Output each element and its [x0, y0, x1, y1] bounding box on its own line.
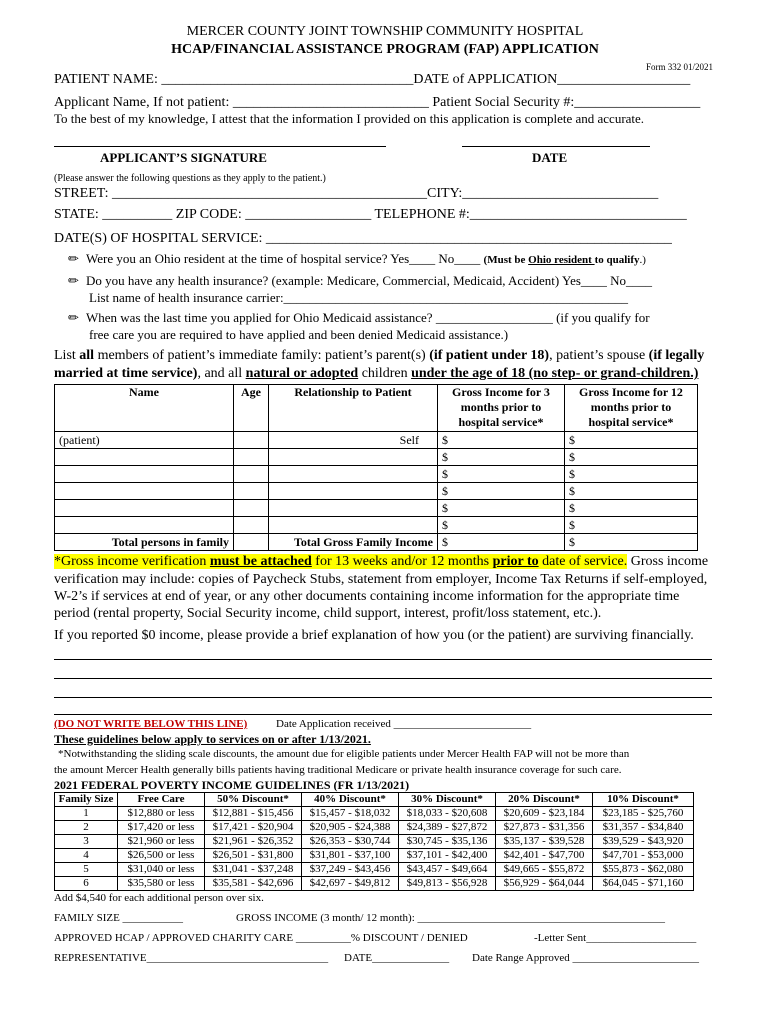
zero-income-prompt: If you reported $0 income, please provide a brief explanation of how you (or the patient) are surviving financially.	[54, 628, 694, 643]
guidelines-notice: These guidelines below apply to services on or after 1/13/2021.	[54, 732, 371, 746]
col-income-3mo: Gross Income for 3 months prior to hospital service*	[438, 385, 565, 432]
verification-line2: verification may include: copies of Paycheck Stubs, statement from employer, Income Tax Returns if self-employed,	[54, 572, 708, 587]
signature-line[interactable]	[54, 146, 386, 147]
signature-label: APPLICANT’S SIGNATURE	[100, 150, 267, 165]
attestation: To the best of my knowledge, I attest that the information I provided on this application is complete and accurate.	[54, 111, 645, 126]
table-row: 5 $31,040 or less $31,041 - $37,248 $37,249 - $43,456 $43,457 - $49,664 $49,665 - $55,872 $55,873 - $62,080	[55, 863, 694, 877]
date-label: DATE	[532, 150, 568, 165]
total-persons-label: Total persons in family	[55, 534, 234, 551]
service-dates-field[interactable]: DATE(S) OF HOSPITAL SERVICE: __________________________________________________________	[54, 231, 672, 246]
patient-name-field[interactable]: PATIENT NAME: ____________________________________DATE of APPLICATION___________________	[54, 72, 691, 87]
members-instructions-line2: married at time service), and all natural or adopted children under the age of 18 (no step- or grand-children.)	[54, 366, 699, 381]
instructions: (Please answer the following questions as they apply to the patient.)	[54, 173, 326, 184]
explanation-line[interactable]	[54, 714, 712, 715]
question-medicaid[interactable]: ✏ When was the last time you applied for Ohio Medicaid assistance? __________________ (if you qualify for	[68, 310, 650, 325]
insurance-carrier-field[interactable]: List name of health insurance carrier:_____________________________________________________	[89, 290, 629, 305]
approval-field[interactable]: APPROVED HCAP / APPROVED CHARITY CARE __________% DISCOUNT / DENIED	[54, 932, 468, 944]
question-insurance[interactable]: ✏ Do you have any health insurance? (example: Medicare, Commercial, Medicaid, Accident) Yes____ No____	[68, 273, 653, 288]
col-income-12mo: Gross Income for 12 months prior to hospital service*	[565, 385, 698, 432]
gross-income-field[interactable]: GROSS INCOME (3 month/ 12 month): _____________________________________________	[236, 912, 666, 924]
family-members-table	[54, 384, 698, 551]
col-relationship: Relationship to Patient	[269, 385, 438, 432]
applicant-name-field[interactable]: Applicant Name, If not patient: ____________________________ Patient Social Security #:__________________	[54, 95, 701, 110]
form-number: Form 332 01/2021	[646, 62, 714, 72]
family-size-field[interactable]: FAMILY SIZE ___________	[54, 912, 184, 924]
explanation-line[interactable]	[54, 659, 712, 660]
question-ohio-resident[interactable]: ✏ Were you an Ohio resident at the time of hospital service? Yes____ No____ (Must be Ohio resident to qualify.)	[68, 251, 646, 266]
verification-line3: W-2’s if services at end of year, or any other documents containing income information for the appropriate time	[54, 589, 680, 604]
pencil-icon: ✏	[68, 251, 79, 266]
table-row[interactable]: $ $	[55, 500, 698, 517]
members-instructions-line1: List all members of patient’s immediate family: patient’s parent(s) (if patient under 18), patient’s spouse (if legally	[54, 348, 705, 363]
table-row[interactable]: $ $	[55, 483, 698, 500]
totals-row[interactable]: Total persons in family Total Gross Family Income $ $	[55, 534, 698, 551]
table-row: 2 $17,420 or less $17,421 - $20,904 $20,905 - $24,388 $24,389 - $27,872 $27,873 - $31,356 $31,357 - $34,840	[55, 821, 694, 835]
total-income-label: Total Gross Family Income	[269, 534, 438, 551]
date-line[interactable]	[462, 146, 650, 147]
table-row[interactable]: $ $	[55, 466, 698, 483]
date-received-field[interactable]: Date Application received _________________________	[276, 718, 532, 730]
state-zip-phone-field[interactable]: STATE: __________ ZIP CODE: __________________ TELEPHONE #:_______________________________	[54, 207, 687, 222]
poverty-guidelines-title: 2021 FEDERAL POVERTY INCOME GUIDELINES (FR 1/13/2021)	[54, 778, 410, 792]
col-name: Name	[55, 385, 234, 432]
poverty-guidelines-table: Family Size Free Care 50% Discount* 40% Discount* 30% Discount* 20% Discount* 10% Discount* 1 $12,880 or less $12,881 - $15,456 $15,457 - $18,032 $18,033 - $20,608 $20,609 - $23,184 $23,185 - $25,760 2 $17,420 or less $17,421 - $20,904 $20,905 - $24,388 $24,389 - $27,872 $27,873 - $31,356 $31,357 - $34,840 3 $21,960 or less $21,961 - $26,352 $26,353 - $30,744 $30,745 - $35,136 $35,137 - $39,528 $39,529 - $43,920 4 $26,500 or less $26,501 - $31,800 $31,801 - $37,100 $37,101 - $42,400 $42,401 - $47,700 $47,701 - $53,000 5 $31,040 or less $31,041 - $37,248 $37,249 - $43,456 $43,457 - $49,664 $49,665 - $55,872 $55,873 - $62,080 6 $35,580 or less $35,581 - $42,696 $42,697 - $49,812 $49,813 - $56,928 $56,929 - $64,044 $64,045 - $71,160	[54, 792, 694, 891]
verification-line1: *Gross income verification must be attached for 13 weeks and/or 12 months prior to date of service. Gross income	[54, 554, 709, 569]
additional-person-note: Add $4,540 for each additional person over six.	[54, 892, 264, 904]
table-row: 1 $12,880 or less $12,881 - $15,456 $15,457 - $18,032 $18,033 - $20,608 $20,609 - $23,184 $23,185 - $25,760	[55, 807, 694, 821]
table-row[interactable]: (patient) Self $ $	[55, 432, 698, 449]
table-row[interactable]: $ $	[55, 449, 698, 466]
table-row[interactable]: $ $	[55, 517, 698, 534]
table-row: 4 $26,500 or less $26,501 - $31,800 $31,801 - $37,100 $37,101 - $42,400 $42,401 - $47,700 $47,701 - $53,000	[55, 849, 694, 863]
explanation-line[interactable]	[54, 697, 712, 698]
explanation-line[interactable]	[54, 678, 712, 679]
date-range-field[interactable]: Date Range Approved _______________________	[472, 952, 699, 964]
do-not-write-notice: (DO NOT WRITE BELOW THIS LINE)	[54, 718, 248, 730]
form-title: HCAP/FINANCIAL ASSISTANCE PROGRAM (FAP) APPLICATION	[171, 42, 599, 57]
medicaid-note: free care you are required to have applied and been denied Medicaid assistance.)	[89, 327, 509, 342]
notwithstanding-line1: *Notwithstanding the sliding scale discounts, the amount due for eligible patients under Mercer Health FAP will not be more than	[58, 748, 630, 760]
office-date-field[interactable]: DATE______________	[344, 952, 450, 964]
col-age: Age	[234, 385, 269, 432]
pencil-icon: ✏	[68, 310, 79, 325]
letter-sent-field[interactable]: -Letter Sent____________________	[534, 932, 697, 944]
table-row: 6 $35,580 or less $35,581 - $42,696 $42,697 - $49,812 $49,813 - $56,928 $56,929 - $64,044 $64,045 - $71,160	[55, 877, 694, 891]
street-field[interactable]: STREET: _____________________________________________CITY:____________________________	[54, 186, 659, 201]
pencil-icon: ✏	[68, 273, 79, 288]
hospital-title: MERCER COUNTY JOINT TOWNSHIP COMMUNITY HOSPITAL	[186, 24, 584, 39]
representative-field[interactable]: REPRESENTATIVE_________________________________	[54, 952, 329, 964]
notwithstanding-line2: the amount Mercer Health generally bills patients having traditional Medicare or private health insurance coverage for such care.	[54, 764, 622, 776]
verification-line4: period (rental property, Social Security income, child support, interest, profit/loss statement, etc.).	[54, 606, 602, 621]
table-row: 3 $21,960 or less $21,961 - $26,352 $26,353 - $30,744 $30,745 - $35,136 $35,137 - $39,528 $39,529 - $43,920	[55, 835, 694, 849]
